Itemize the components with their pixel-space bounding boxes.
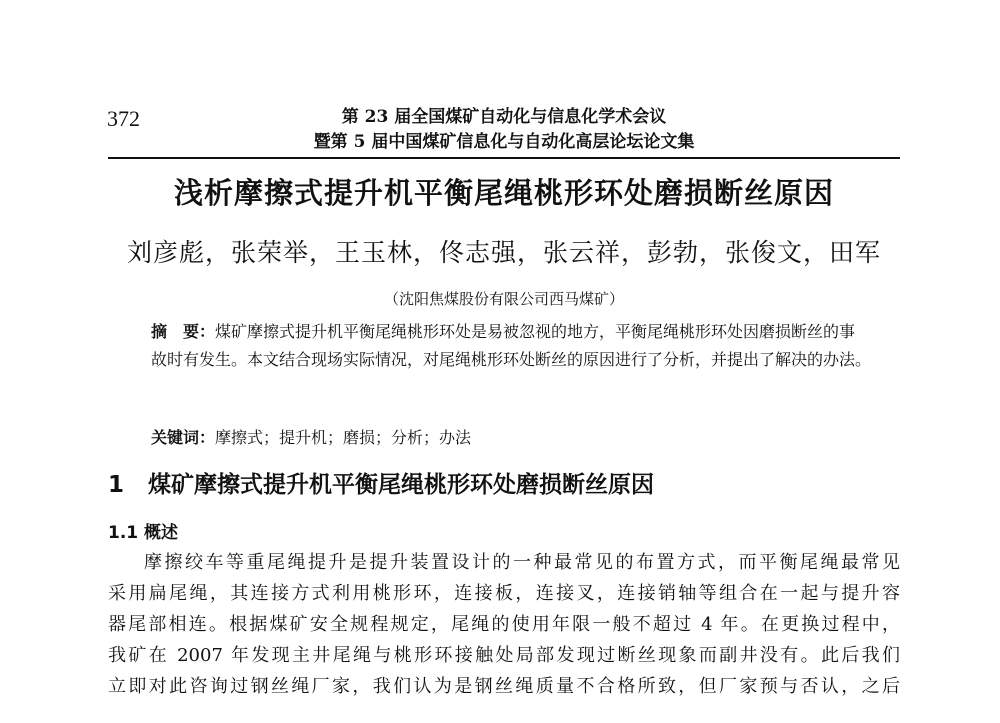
keywords-text: 摩擦式；提升机；磨损；分析；办法	[215, 428, 472, 447]
abstract	[151, 318, 871, 374]
header-rule	[108, 157, 900, 159]
subsection-heading: 1.1 概述	[108, 523, 179, 543]
abstract-label: 摘 要：	[151, 322, 216, 341]
section-heading	[108, 466, 900, 499]
body-line: 立即对此咨询过钢丝绳厂家，我们认为是钢丝绳质量不合格所致，但厂家预与否认，之后	[108, 676, 900, 697]
section-title: 煤矿摩擦式提升机平衡尾绳桃形环处磨损断丝原因	[148, 472, 654, 498]
affiliation: （沈阳焦煤股份有限公司西马煤矿）	[383, 290, 624, 308]
body-line: 器尾部相连。根据煤矿安全规程规定，尾绳的使用年限一般不超过 4 年。在更换过程中，	[108, 614, 900, 635]
keywords	[151, 425, 871, 448]
author-list: 刘彦彪，张荣举，王玉林，佟志强，张云祥，彭勃，张俊文，田军	[126, 238, 881, 267]
body-line: 摩擦绞车等重尾绳提升是提升装置设计的一种最常见的布置方式，而平衡尾绳最常见	[144, 552, 900, 573]
paper-title: 浅析摩擦式提升机平衡尾绳桃形环处磨损断丝原因	[173, 176, 834, 210]
page-number: 372	[107, 106, 140, 131]
running-header-line-1: 第 23 届全国煤矿自动化与信息化学术会议	[341, 107, 667, 127]
keywords-label: 关键词：	[151, 428, 216, 447]
running-header	[108, 105, 900, 155]
body-line: 我矿在 2007 年发现主井尾绳与桃形环接触处局部发现过断丝现象而副井没有。此后我们	[108, 645, 900, 666]
body-line: 采用扁尾绳，其连接方式利用桃形环，连接板，连接叉，连接销轴等组合在一起与提升容	[108, 583, 900, 604]
running-header-line-2: 暨第 5 届中国煤矿信息化与自动化高层论坛论文集	[313, 132, 695, 152]
abstract-text: 煤矿摩擦式提升机平衡尾绳桃形环处是易被忽视的地方，平衡尾绳桃形环处因磨损断丝的事故时有发生。本文结合现场实际情况，对尾绳桃形环处断丝的原因进行了分析，并提出了解决的办法。	[151, 322, 872, 369]
section-number: 1	[108, 472, 125, 498]
body-paragraph	[108, 547, 900, 702]
